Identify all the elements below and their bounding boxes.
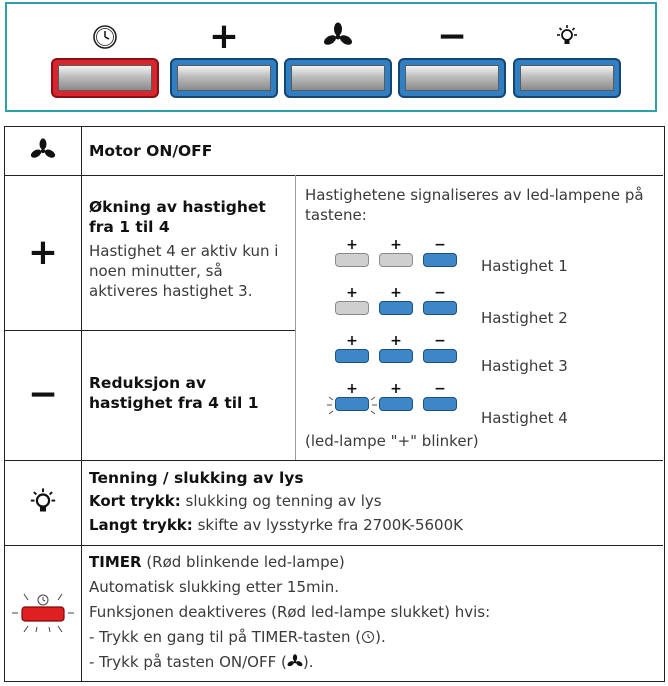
light-button[interactable] <box>513 14 621 102</box>
speeds-intro: Hastighetene signaliseres av led-lampene på tastene: <box>305 186 644 224</box>
clock-icon <box>361 630 375 644</box>
increase-title: Økning av hastighet fra 1 til 4 <box>89 198 266 236</box>
bulb-icon <box>513 20 621 54</box>
timer-led-icon <box>5 545 81 681</box>
clock-icon <box>51 20 159 54</box>
speed-3-label: Hastighet 3 <box>481 357 568 375</box>
minus-button[interactable] <box>398 14 506 102</box>
fan-icon <box>287 654 303 670</box>
fan-icon <box>5 127 81 175</box>
speed-4-note: (led-lampe "+" blinker) <box>305 432 479 450</box>
decrease-title: Reduksjon av hastighet fra 4 til 1 <box>89 374 259 412</box>
speed-2-leds: + + − <box>335 289 475 317</box>
speed-2-label: Hastighet 2 <box>481 309 568 327</box>
timer-button[interactable] <box>51 14 159 102</box>
speed-4-label: Hastighet 4 <box>481 409 568 427</box>
timer-line1: Automatisk slukking etter 15min. <box>89 578 340 596</box>
speed-1-label: Hastighet 1 <box>481 257 568 275</box>
timer-title: TIMER (Rød blinkende led-lampe) <box>89 553 345 571</box>
timer-line2: Funksjonen deaktiveres (Rød led-lampe slukket) hvis: <box>89 603 491 621</box>
plus-button[interactable] <box>170 14 278 102</box>
minus-icon: − <box>436 16 468 57</box>
light-title: Tenning / slukking av lys <box>89 469 304 487</box>
plus-icon: + <box>208 16 240 57</box>
minus-icon: − <box>27 374 59 415</box>
light-long: Langt trykk: skifte av lysstyrke fra 2700K-5600K <box>89 516 463 534</box>
blink-rays-icon <box>327 387 377 421</box>
fan-icon <box>284 20 392 54</box>
timer-line4: - Trykk på tasten ON/OFF ( ). <box>89 653 314 671</box>
plus-icon: + <box>27 231 59 273</box>
light-short: Kort trykk: slukking og tenning av lys <box>89 492 382 510</box>
increase-text: Hastighet 4 er aktiv kun i noen minutter, så aktiveres hastighet 3. <box>89 242 279 300</box>
speed-3-leds: + + − <box>335 337 475 365</box>
control-panel <box>5 2 657 112</box>
motor-title: Motor ON/OFF <box>89 142 213 160</box>
timer-line3: - Trykk en gang til på TIMER-tasten ( ). <box>89 628 386 646</box>
function-table <box>4 126 665 682</box>
speed-1-leds: + + − <box>335 241 475 269</box>
fan-button[interactable] <box>284 14 392 102</box>
bulb-icon <box>5 460 81 545</box>
speed-4-leds: + + − <box>335 385 475 413</box>
